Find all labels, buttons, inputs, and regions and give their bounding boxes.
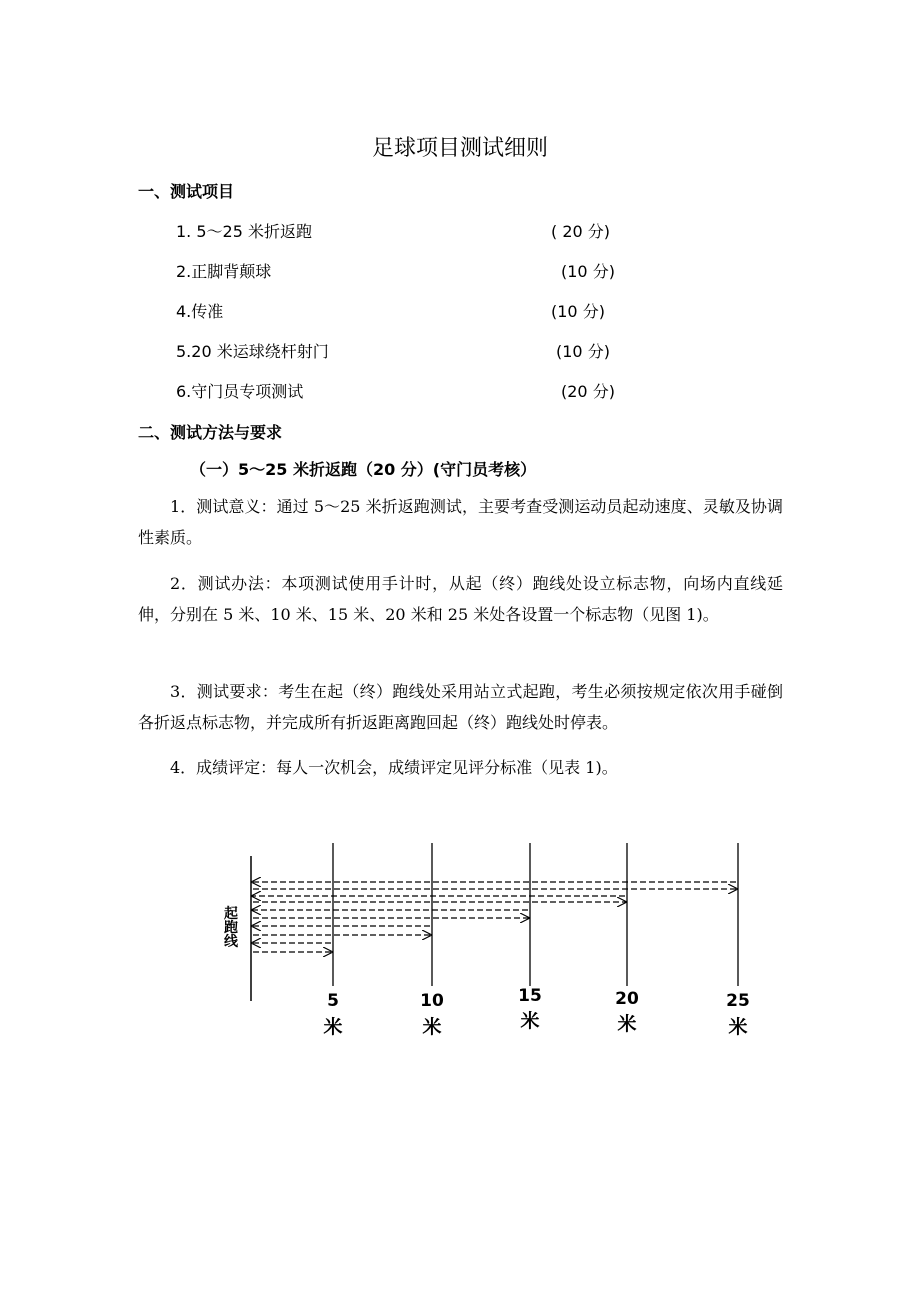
marker-distance-number: 5: [327, 991, 339, 1011]
marker-distance-number: 10: [420, 991, 444, 1011]
marker-distance-number: 25: [726, 991, 750, 1011]
start-line-label-char: 线: [224, 934, 238, 950]
marker-distance-unit: 米: [617, 1013, 637, 1035]
marker-distance-unit: 米: [422, 1016, 442, 1038]
paragraph: 4．成绩评定：每人一次机会，成绩评定见评分标准（见表 1)。: [170, 758, 618, 777]
start-line-label-char: 跑: [224, 920, 238, 936]
marker-distance-unit: 米: [323, 1016, 343, 1038]
test-item-label: 1. 5～25 米折返跑: [176, 222, 312, 241]
test-item-label: 5.20 米运球绕杆射门: [176, 342, 329, 361]
subsection-heading: （一）5～25 米折返跑（20 分）(守门员考核）: [190, 460, 537, 479]
marker-distance-number: 20: [615, 989, 639, 1009]
paragraph: 2．测试办法：本项测试使用手计时，从起（终）跑线处设立标志物，向场内直线延伸，分别在 5 米、10 米、15 米、20 米和 25 米处各设置一个标志物（见图 1)。: [138, 574, 783, 624]
marker-distance-unit: 米: [520, 1010, 540, 1032]
test-item-label: 4.传准: [176, 302, 224, 321]
test-item-score: (10 分): [556, 342, 610, 361]
test-item-score: (10 分): [551, 302, 605, 321]
marker-distance-number: 15: [518, 986, 542, 1006]
section-heading-methods: 二、测试方法与要求: [138, 423, 283, 442]
start-line-label-char: 起: [224, 906, 238, 922]
paragraph: 1．测试意义：通过 5～25 米折返跑测试，主要考查受测运动员起动速度、灵敏及协调性素质。: [138, 497, 783, 547]
test-item-score: (10 分): [561, 262, 615, 281]
test-item-label: 6.守门员专项测试: [176, 382, 304, 401]
marker-distance-unit: 米: [728, 1016, 748, 1038]
test-item-score: (20 分): [561, 382, 615, 401]
page-title: 足球项目测试细则: [371, 136, 548, 161]
test-item-score: ( 20 分): [551, 222, 611, 241]
paragraph: 3．测试要求：考生在起（终）跑线处采用站立式起跑，考生必须按规定依次用手碰倒各折返点标志物，并完成所有折返距离跑回起（终）跑线处时停表。: [138, 682, 783, 732]
test-item-label: 2.正脚背颠球: [176, 262, 272, 281]
section-heading-test-items: 一、测试项目: [138, 182, 235, 201]
